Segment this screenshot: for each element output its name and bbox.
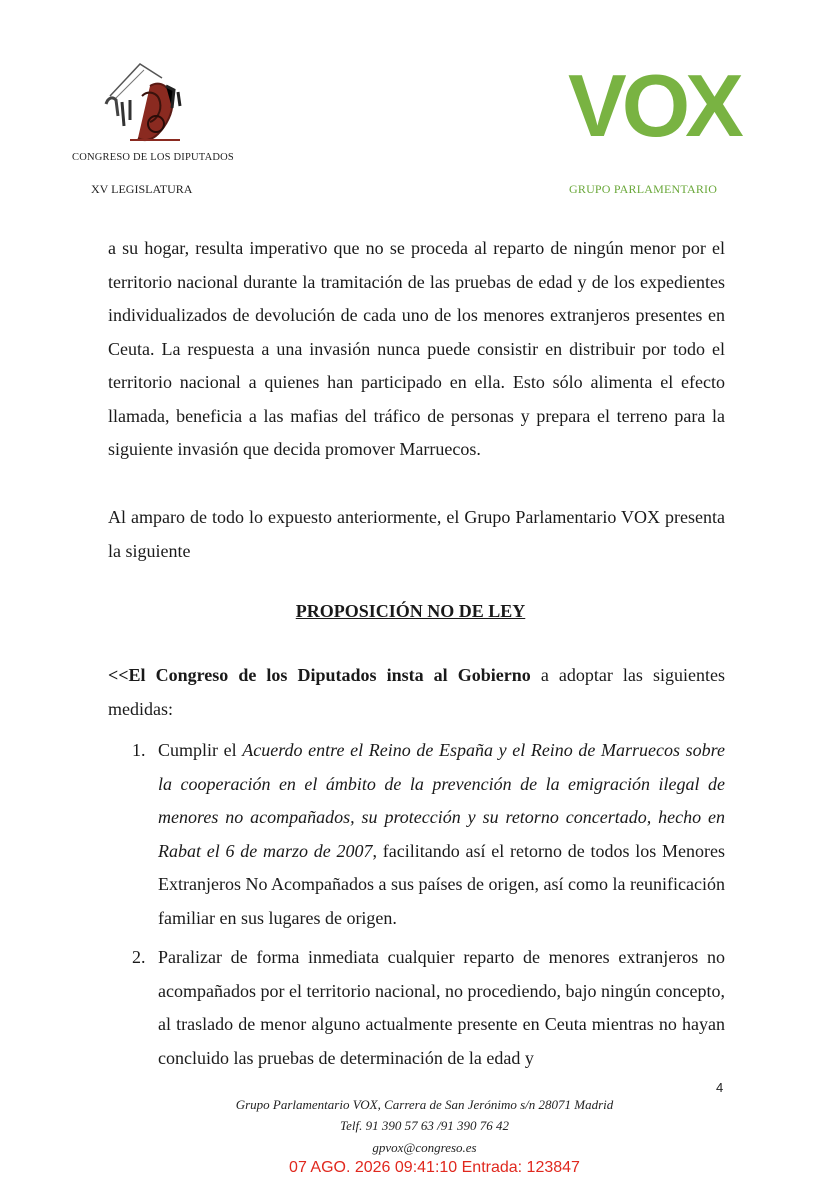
paragraph-1: a su hogar, resulta imperativo que no se proceda al reparto de ningún menor por el territorio nacional durante la tramitación de las pruebas de edad y de los expedientes individualizados de devolución de cada uno de los menores extranjeros presentes en Ceuta. La respuesta a una invasión nunca puede consistir en distribuir por todo el territorio nacional a quienes han participado en ella. Esto sólo alimenta el efecto llamada, beneficia a las mafias del tráfico de personas y prepara el terreno para la siguiente invasión que decida promover Marruecos. (108, 238, 725, 459)
registry-stamp: 07 AGO. 2026 09:41:10 Entrada: 123847 (289, 1159, 580, 1176)
intro-rest: a adoptar las siguientes medidas: (108, 665, 725, 719)
grupo-parlamentario-label: GRUPO PARLAMENTARIO (569, 182, 718, 196)
list-item-number: 2. (132, 947, 146, 967)
list-item (108, 941, 725, 1075)
intro-bold: <<El Congreso de los Diputados insta al Gobierno (108, 665, 531, 685)
list-item-lead: Cumplir el (158, 740, 243, 760)
section-heading: PROPOSICIÓN NO DE LEY (295, 601, 526, 621)
list-item-number: 1. (132, 740, 146, 760)
legislatura-label: XV LEGISLATURA (91, 182, 193, 196)
vox-logo: VOX (568, 56, 739, 155)
list-item-italic: Acuerdo entre el Reino de España y el Reino de Marruecos sobre la cooperación en el ámbito de la prevención de la emigración ilegal de menores no acompañados, su protección y su retorno concertado, hecho en Rabat el 6 de marzo de 2007 (158, 740, 725, 861)
list-item-rest: , facilitando así el retorno de todos los Menores Extranjeros No Acompañados a sus países de origen, así como la reunificación familiar en sus lugares de origen. (158, 840, 725, 928)
footer-phone: Telf. 91 390 57 63 /91 390 76 42 (340, 1118, 509, 1133)
intro-paragraph (108, 659, 725, 726)
list-item-text: Paralizar de forma inmediata cualquier reparto de menores extranjeros no acompañados por el territorio nacional, no procediendo, bajo ningún concepto, al traslado de menor alguno actualmente presente en Ceuta mientras no hayan concluido las pruebas de determinación de la edad y (158, 947, 725, 1068)
measures-list (108, 734, 725, 1081)
paragraph-2: Al amparo de todo lo expuesto anteriormente, el Grupo Parlamentario VOX presenta la siguiente (108, 507, 725, 561)
congreso-name: CONGRESO DE LOS DIPUTADOS (72, 152, 234, 163)
list-item (108, 734, 725, 935)
congreso-emblem-icon (100, 56, 200, 146)
footer-address: Grupo Parlamentario VOX, Carrera de San Jerónimo s/n 28071 Madrid (235, 1097, 614, 1112)
page-number: 4 (716, 1080, 724, 1095)
footer-email: gpvox@congreso.es (372, 1140, 477, 1155)
